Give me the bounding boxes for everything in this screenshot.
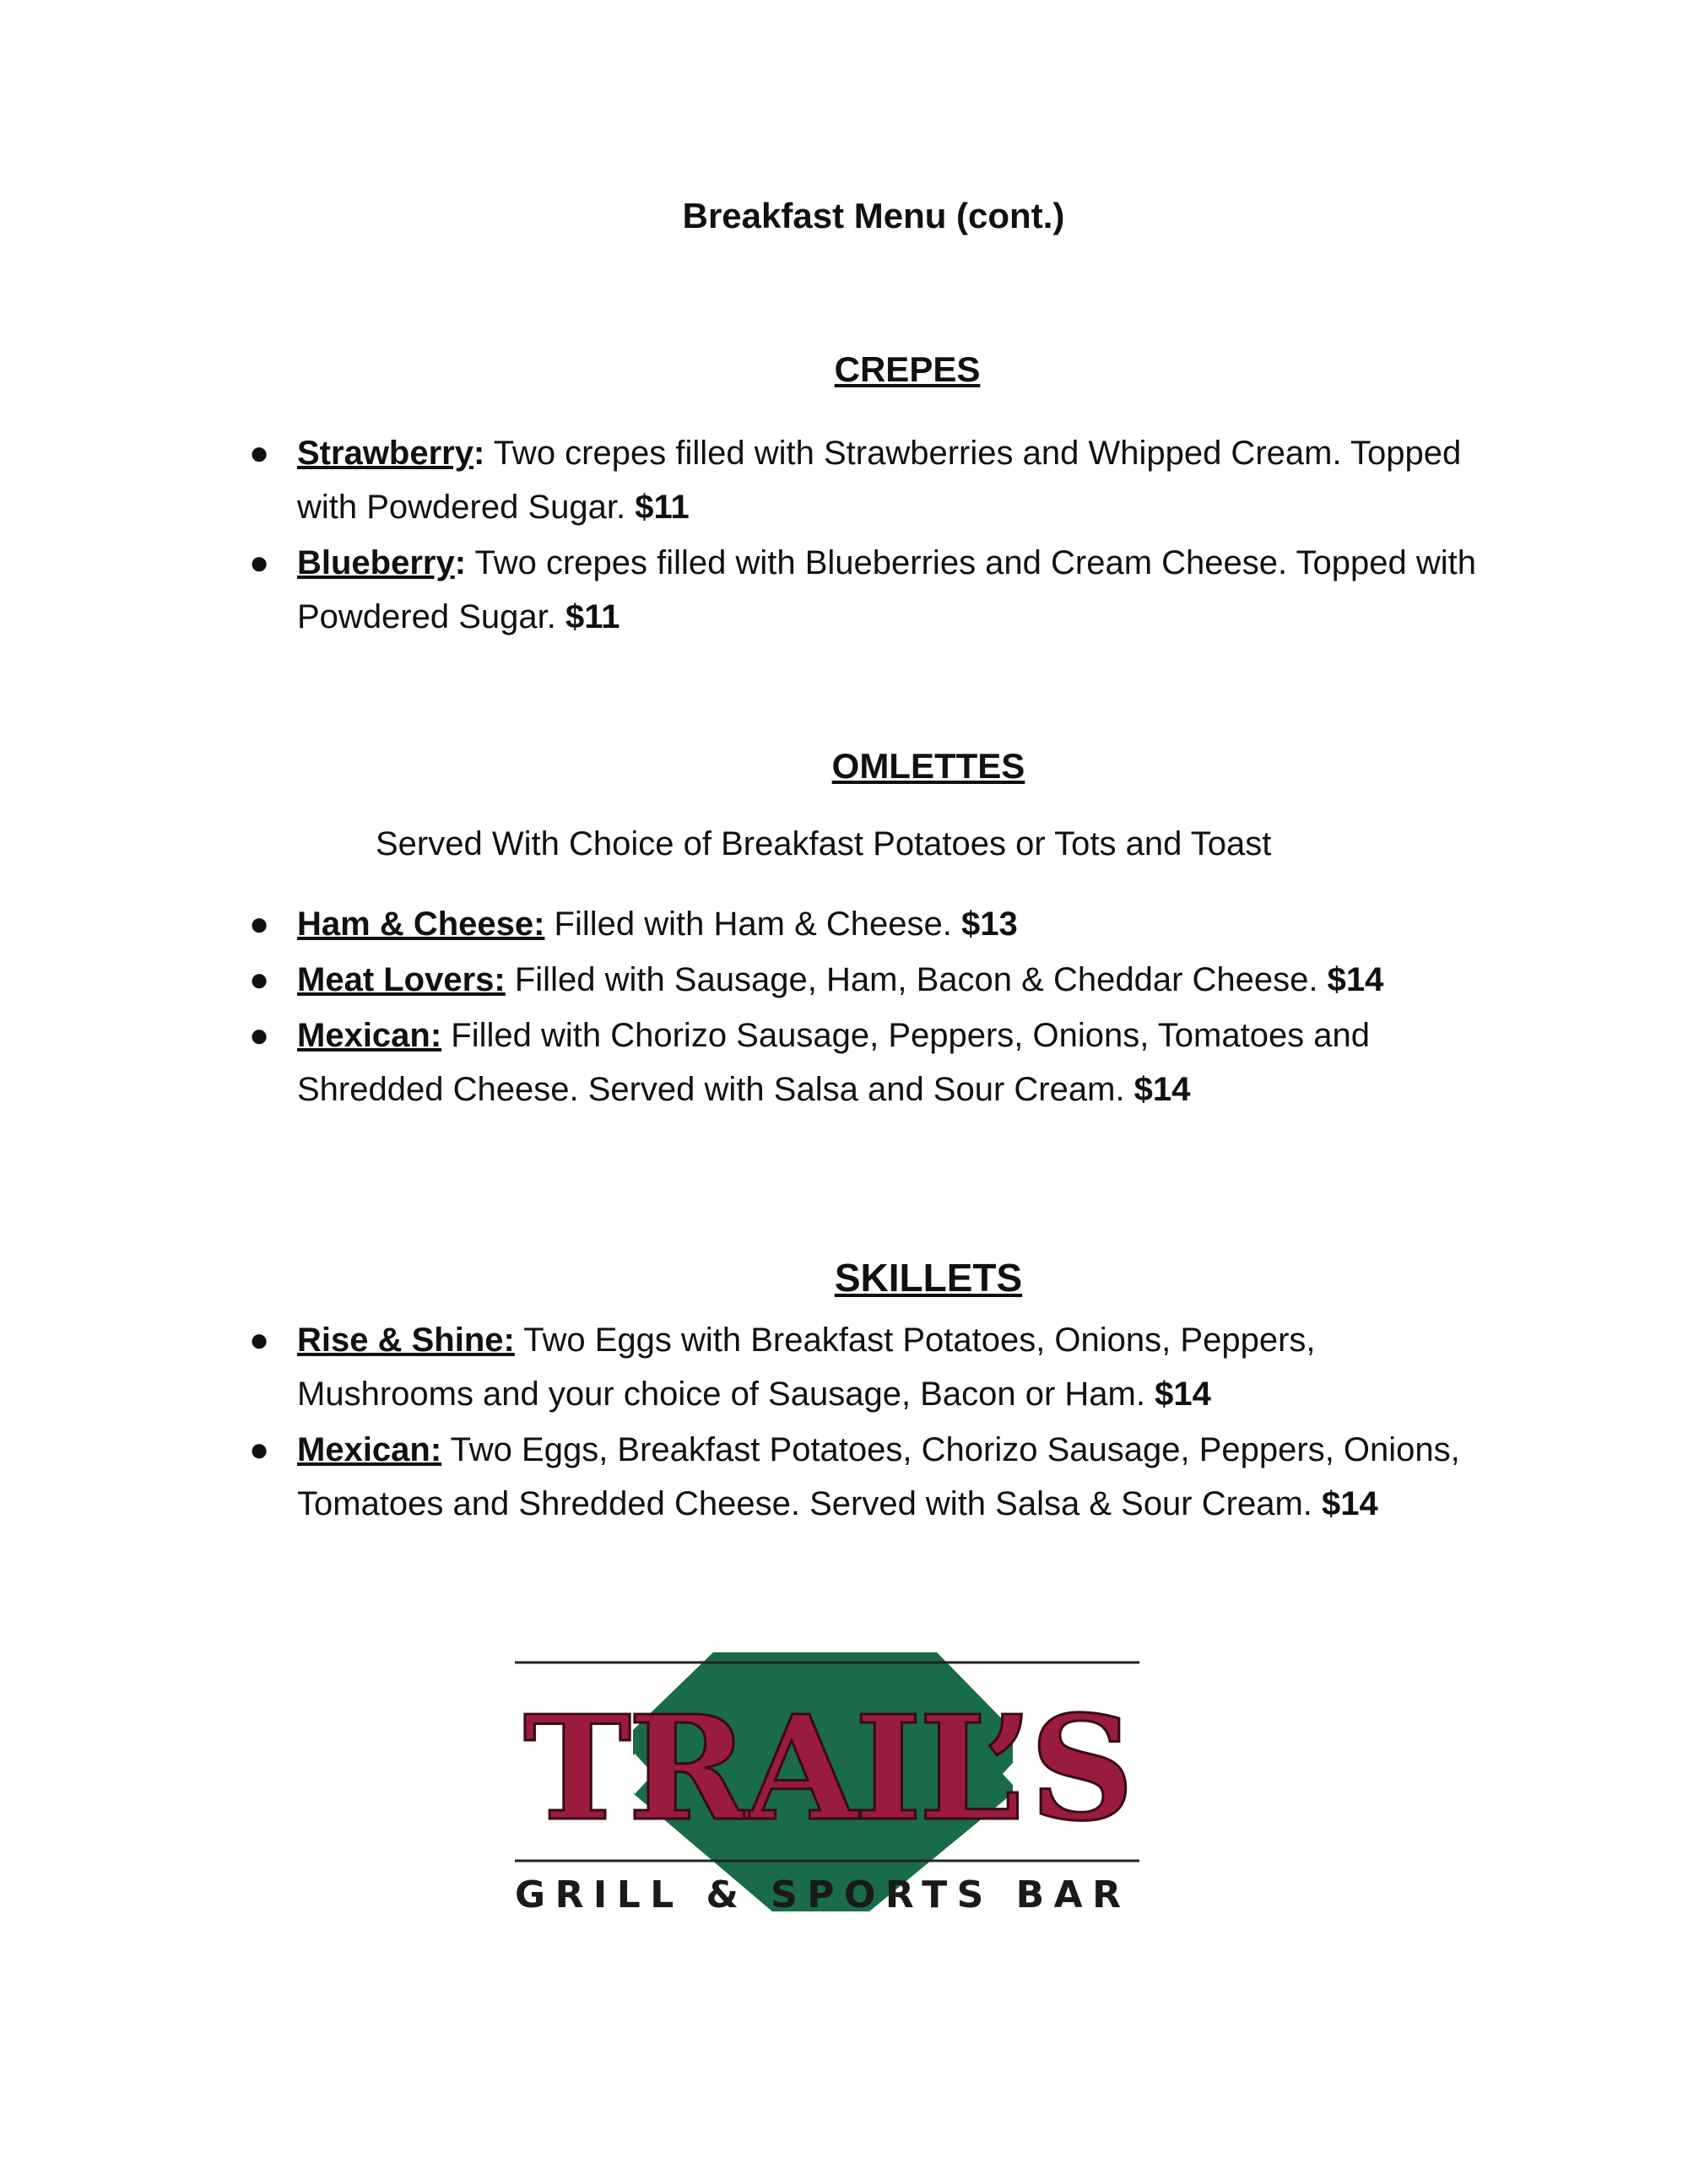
omelettes-heading: OMLETTES [831,746,1025,786]
item-name: Mexican: [297,1431,442,1468]
crepes-heading: CREPES [834,349,981,389]
page-title: Breakfast Menu (cont.) [682,196,1065,235]
item-colon: : [473,435,485,472]
omelettes-list [249,897,1496,1118]
bullet-icon: ● [249,435,270,472]
item-description: Two Eggs with Breakfast Potatoes, Onions, Peppers, Mushrooms and your choice of Sausage, Bacon or Ham. [297,1322,1316,1413]
menu-item-mexican-omelette [249,1008,1496,1116]
item-name: Rise & Shine: [297,1322,515,1359]
logo-tagline: GRILL & SPORTS BAR [515,1873,1139,1916]
item-price: $14 [1133,1071,1191,1108]
item-price: $13 [960,905,1018,943]
item-name: Blueberry [297,544,455,581]
item-price: $14 [1327,961,1384,998]
bullet-icon: ● [249,905,270,943]
item-price: $14 [1321,1485,1378,1522]
menu-item-mexican-skillet [249,1423,1496,1531]
skillets-list [249,1313,1496,1533]
item-description: Two Eggs, Breakfast Potatoes, Chorizo Sausage, Peppers, Onions, Tomatoes and Shredded Cheese. Served with Salsa & Sour Cream. [297,1431,1460,1522]
item-description: Two crepes filled with Strawberries and Whipped Cream. Topped with Powdered Sugar. [297,435,1462,526]
bullet-icon: ● [249,1431,270,1468]
item-description: Filled with Sausage, Ham, Bacon & Cheddar Cheese. [505,961,1328,998]
crepes-list [249,426,1496,646]
item-price: $14 [1155,1376,1211,1413]
menu-item-strawberry [249,426,1496,534]
item-name: Ham & Cheese: [297,905,545,943]
menu-item-rise-shine [249,1313,1496,1421]
logo-wordmark: TRAIL’S [523,1684,1131,1853]
item-colon: : [454,544,467,581]
item-price: $11 [565,598,620,635]
menu-item-blueberry [249,536,1496,644]
menu-item-meat-lovers [249,953,1496,1007]
logo-graphic [506,1646,1148,1916]
item-price: $11 [635,489,690,526]
bullet-icon: ● [249,961,270,998]
bullet-icon: ● [249,1322,270,1359]
trails-logo [506,1646,1148,1916]
item-description: Two crepes filled with Blueberries and Cream Cheese. Topped with Powdered Sugar. [297,544,1477,635]
item-name: Meat Lovers: [297,961,506,998]
item-name: Strawberry [297,435,473,472]
menu-item-ham-cheese [249,897,1496,951]
item-description: Filled with Ham & Cheese. [544,905,961,943]
item-name: Mexican: [297,1017,442,1054]
skillets-heading: SKILLETS [834,1256,1023,1300]
bullet-icon: ● [249,1017,270,1054]
item-description: Filled with Chorizo Sausage, Peppers, Onions, Tomatoes and Shredded Cheese. Served with Salsa and Sour Cream. [297,1017,1371,1108]
bullet-icon: ● [249,544,270,581]
omelettes-subtitle: Served With Choice of Breakfast Potatoes or Tots and Toast [376,825,1272,862]
